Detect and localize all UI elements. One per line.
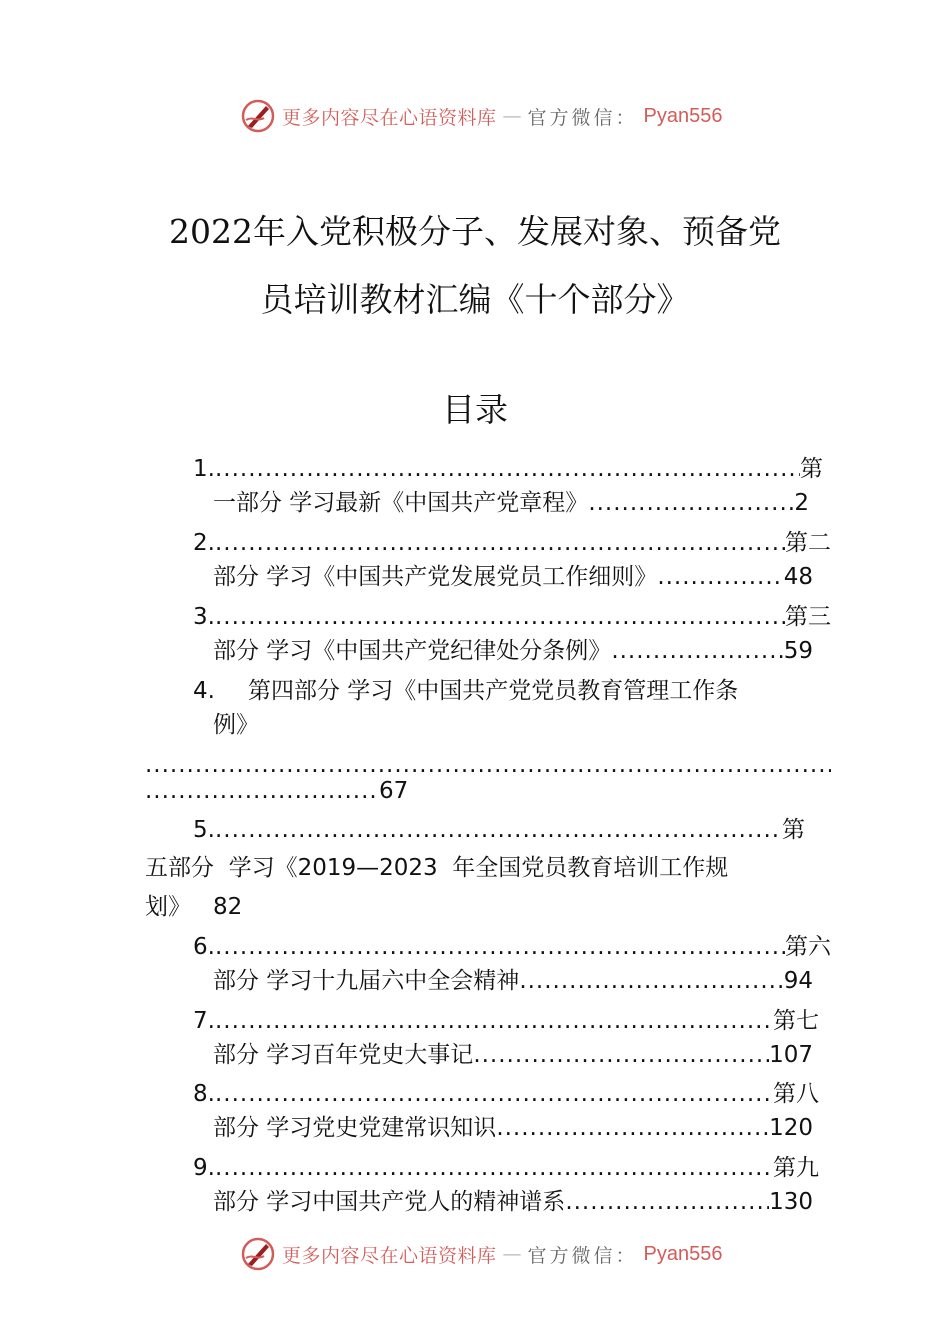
leader-dots	[565, 1185, 769, 1219]
leader-dots	[215, 813, 782, 847]
quill-logo-icon	[240, 98, 276, 134]
document-title-line-2: 员培训教材汇编《十个部分》	[260, 280, 690, 319]
toc-entry-title-start: 第二	[785, 530, 831, 556]
leader-dots	[519, 964, 783, 998]
toc-entry-5-line-2[interactable]	[145, 851, 805, 885]
toc-entry-9-line-1[interactable]	[193, 1151, 819, 1185]
toc-entry-9-line-2[interactable]	[213, 1185, 813, 1219]
toc-entry-3-line-2[interactable]	[213, 634, 813, 668]
toc-entry-5-line-1[interactable]	[193, 813, 805, 847]
leader-dots	[215, 1151, 773, 1185]
toc-entry-title: 部分 学习百年党史大事记	[213, 1042, 474, 1068]
toc-entry-4-line-1[interactable]	[193, 674, 813, 708]
leader-dots	[145, 774, 379, 808]
toc-entry-6-line-1[interactable]	[193, 930, 831, 964]
toc-entry-title-start: 第三	[785, 604, 831, 630]
toc-entry-number: 4.	[193, 678, 215, 704]
leader-dots	[215, 930, 785, 964]
watermark-footer	[240, 1234, 723, 1274]
watermark-separator: —	[502, 1243, 522, 1265]
toc-entry-title-start: 第	[782, 817, 805, 843]
toc-entry-page: 107	[769, 1042, 813, 1068]
document-title-line-1: 2022年入党积极分子、发展对象、预备党	[169, 212, 781, 251]
toc-entry-number: 1.	[193, 456, 215, 482]
toc-entry-page: 2	[794, 490, 809, 516]
watermark-id: Pyan556	[643, 1242, 723, 1265]
toc-entry-page: 120	[769, 1115, 813, 1141]
leader-dots	[588, 486, 794, 520]
toc-entry-number: 5.	[193, 817, 215, 843]
toc-entry-page: 82	[213, 894, 243, 920]
leader-dots	[215, 600, 785, 634]
toc-entry-title-start: 第六	[785, 934, 831, 960]
leader-dots	[215, 452, 800, 486]
toc-entry-title: 第四部分 学习《中国共产党党员教育管理工作条	[248, 678, 739, 704]
leader-dots	[611, 634, 783, 668]
toc-entry-title: 部分 学习十九届六中全会精神	[213, 968, 520, 994]
toc-entry-8-line-1[interactable]	[193, 1077, 819, 1111]
toc-entry-7-line-1[interactable]	[193, 1004, 819, 1038]
toc-entry-title: 部分 学习党史党建常识知识	[213, 1115, 497, 1141]
toc-entry-1-line-1[interactable]	[193, 452, 823, 486]
watermark-label: 官方微信：	[527, 106, 638, 129]
toc-entry-title: 一部分 学习最新《中国共产党章程》	[213, 490, 589, 516]
toc-entry-1-line-2[interactable]	[213, 486, 809, 520]
toc-entry-7-line-2[interactable]	[213, 1038, 813, 1072]
toc-entry-page: 94	[783, 968, 813, 994]
toc-entry-title-start: 第七	[773, 1008, 819, 1034]
toc-entry-number: 9.	[193, 1155, 215, 1181]
toc-entry-6-line-2[interactable]	[213, 964, 813, 998]
watermark-id: Pyan556	[643, 104, 723, 127]
leader-dots	[215, 1004, 773, 1038]
leader-dots	[657, 560, 783, 594]
toc-entry-title: 五部分 学习《2019—2023 年全国党员教育培训工作规	[145, 855, 729, 881]
toc-entry-number: 3.	[193, 604, 215, 630]
leader-dots	[215, 526, 785, 560]
leader-dots	[215, 1077, 773, 1111]
toc-entry-3-line-1[interactable]	[193, 600, 831, 634]
toc-entry-title-start: 第八	[773, 1081, 819, 1107]
toc-entry-title-start: 第九	[773, 1155, 819, 1181]
toc-entry-title: 部分 学习《中国共产党发展党员工作细则》	[213, 564, 658, 590]
toc-heading: 目录	[442, 390, 508, 429]
toc-entry-title-end: 例》	[213, 712, 259, 738]
toc-entry-page: 59	[783, 638, 813, 664]
quill-logo-icon	[240, 1236, 276, 1272]
toc-entry-2-line-1[interactable]	[193, 526, 831, 560]
watermark-text: 更多内容尽在心语资料库	[282, 1244, 497, 1267]
leader-dots	[473, 1038, 769, 1072]
leader-dots	[496, 1111, 769, 1145]
toc-entry-4-page-line[interactable]	[145, 774, 445, 808]
toc-entry-title: 部分 学习中国共产党人的精神谱系	[213, 1189, 566, 1215]
watermark-header	[240, 96, 723, 136]
toc-entry-title-end: 划》	[145, 894, 191, 920]
toc-entry-5-line-3[interactable]	[145, 890, 345, 924]
toc-entry-2-line-2[interactable]	[213, 560, 813, 594]
watermark-text: 更多内容尽在心语资料库	[282, 106, 497, 129]
toc-entry-page: 48	[783, 564, 813, 590]
toc-entry-title-start: 第	[800, 456, 823, 482]
toc-entry-8-line-2[interactable]	[213, 1111, 813, 1145]
toc-entry-number: 7.	[193, 1008, 215, 1034]
toc-entry-page: 130	[769, 1189, 813, 1215]
toc-entry-number: 8.	[193, 1081, 215, 1107]
toc-entry-4-line-2[interactable]	[213, 708, 413, 742]
watermark-separator: —	[502, 105, 522, 127]
toc-entry-number: 6.	[193, 934, 215, 960]
watermark-label: 官方微信：	[527, 1244, 638, 1267]
toc-entry-page: 67	[379, 778, 409, 804]
toc-entry-title: 部分 学习《中国共产党纪律处分条例》	[213, 638, 612, 664]
toc-entry-number: 2.	[193, 530, 215, 556]
